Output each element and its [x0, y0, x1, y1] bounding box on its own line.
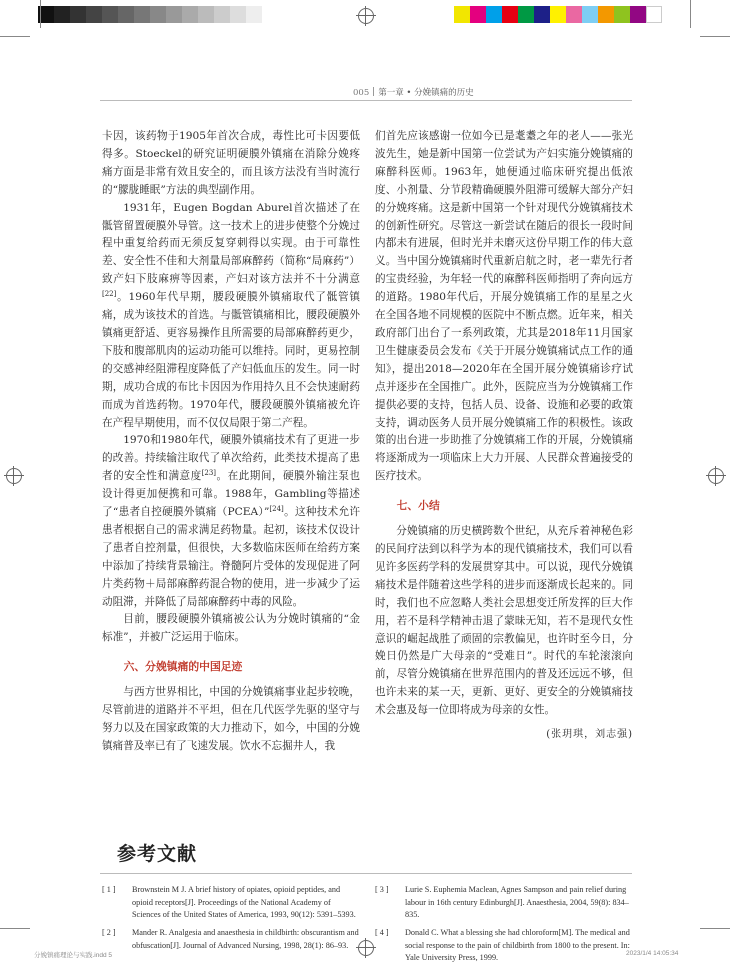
running-header	[353, 86, 474, 98]
reference-item: [ 4 ] Donald C. What a blessing she had chloroform[M]. The medical and social response to the pain of childbirth from 1800 to the present. In: Yale University Press, 1999.	[375, 928, 630, 963]
crop-mark	[700, 928, 730, 929]
body-paragraph: 与西方世界相比，中国的分娩镇痛事业起步较晚，尽管前进的道路并不平坦，但在几代医学先驱的坚守与努力以及在国家政策的大力推动下，如今，中国的分娩镇痛普及率已有了飞速发展。饮水不忘掘井人，我	[102, 686, 360, 752]
chapter-title: 第一章 • 分娩镇痛的历史	[378, 88, 474, 98]
crop-mark	[0, 928, 30, 929]
body-paragraph: 卡因，该药物于1905年首次合成，毒性比可卡因要低得多。Stoeckel的研究证明硬膜外镇痛在消除分娩疼痛方面是非常有效且安全的，而且该方法没有当时流行的“朦胧睡眠”方法的典型副作用。	[102, 130, 360, 196]
footer-timestamp: 2023/1/4 14:05:34	[626, 950, 679, 957]
body-paragraph: 目前，腰段硬膜外镇痛被公认为分娩时镇痛的“金标准”，并被广泛运用于临床。	[102, 613, 360, 644]
crop-mark	[0, 36, 30, 37]
body-paragraph: 们首先应该感谢一位如今已是耄耋之年的老人——张光波先生，她是新中国第一位尝试为产妇实施分娩镇痛的麻醉科医师。1963年，她便通过临床研究提出低浓度、小剂量、分节段精确硬膜外阻滞可缓解大部分产妇的分娩疼痛。这是新中国第一个针对现代分娩镇痛技术的创新性研究。尽管这一新尝试在随后的很长一段时间内都未有进展，但时光并未磨灭这份早期工作的伟大意义。当中国分娩镇痛时代重新启航之时，老一辈先行者的宝贵经验，为年轻一代的麻醉科医师指明了奔向远方的道路。1980年代后，开展分娩镇痛工作的星星之火在全国各地不同规模的医院中不断点燃。近年来，相关政府部门出台了一系列政策，尤其是2018年11月国家卫生健康委员会发布《关于开展分娩镇痛试点工作的通知》，提出2018—2020年在全国开展分娩镇痛诊疗试点并逐步在全国推广。此外，医院应当为分娩镇痛工作提供必要的支持，包括人员、设备、设施和必要的政策支持，调动医务人员开展分娩镇痛工作的积极性。该政策的出台进一步助推了分娩镇痛工作的开展，分娩镇痛将逐渐成为一项临床上大力开展、人民群众普遍接受的医疗技术。	[375, 130, 633, 483]
registration-mark-top	[358, 8, 374, 24]
reference-item: [ 2 ] Mander R. Analgesia and anaesthesia in childbirth: obscurantism and obfuscation[J]. Journal of Advanced Nursing, 1998, 28(1): 86–93.	[102, 928, 359, 950]
section-heading: 六、分娩镇痛的中国足迹	[123, 660, 243, 674]
crop-mark	[690, 0, 691, 28]
registration-mark-bottom	[358, 940, 374, 956]
body-paragraph: 1970和1980年代，硬膜外镇痛技术有了更进一步的改善。持续输注取代了单次给药，此类技术提高了患者的安全性和满意度[23]。在此期间，硬膜外输注泵也设计得更加便携和可靠。1988年，Gambling等描述了“患者自控硬膜外镇痛（PCEA）”[24]。这种技术允许患者根据自己的需求满足药物量。起初，该技术仅设计了患者自控剂量，但很快，大多数临床医师在给药方案中添加了持续背景输注。脊髓阿片受体的发现促进了阿片类药物＋局部麻醉药混合物的使用，进一步减少了运动阻滞，并降低了局部麻醉药中毒的风险。	[102, 434, 361, 608]
header-divider	[373, 87, 374, 96]
grey-calibration-bar	[38, 6, 262, 23]
citation: [24]	[269, 505, 284, 514]
references-rule	[100, 873, 632, 874]
page-number: 005	[353, 88, 370, 98]
crop-mark	[40, 0, 41, 28]
crop-mark	[700, 36, 730, 37]
body-paragraph: 1931年，Eugen Bogdan Aburel首次描述了在骶管留置硬膜外导管。这一技术上的进步使整个分娩过程中重复给药而无须反复穿刺得以实现。由于可靠性差、安全性不佳和大剂量局部麻醉药（简称“局麻药”）致产妇下肢麻痹等因素，产妇对该方法并不十分满意[22]。1960年代早期，腰段硬膜外镇痛取代了骶管镇痛，成为该技术的首选。与骶管镇痛相比，腰段硬膜外镇痛更舒适、更容易操作且所需要的局部麻醉药更少，下肢和腹部肌肉的运动功能可以维持。同时，更易控制的交感神经阻滞程度降低了产妇低血压的发生。同一时期，成功合成的布比卡因因为作用持久且不会快速耐药而成为首选药物。1970年代，腰段硬膜外镇痛被允许在产程早期使用，而不仅仅局限于第二产程。	[102, 201, 360, 429]
citation: [22]	[102, 290, 117, 299]
reference-item: [ 1 ] Brownstein M J. A brief history of opiates, opioid peptides, and opioid receptors[J]. Proceedings of the National Academy of Sciences of the United States of America, 1993, 90(12): 5391–5393.	[102, 885, 356, 920]
left-column	[102, 128, 360, 756]
registration-mark-right	[708, 468, 724, 484]
registration-mark-left	[6, 468, 22, 484]
author-signature: (张玥琪，刘志强)	[546, 729, 633, 741]
references-title: 参考文献	[117, 843, 198, 865]
reference-item: [ 3 ] Lurie S. Euphemia Maclean, Agnes Sampson and pain relief during labour in 16th century Edinburgh[J]. Anaesthesia, 2004, 59(8): 834–835.	[375, 885, 629, 920]
body-paragraph: 分娩镇痛的历史横跨数个世纪，从充斥着神秘色彩的民间疗法到以科学为本的现代镇痛技术，我们可以看见许多医药学科的发展贯穿其中。可以说，现代分娩镇痛技术是伴随着这些学科的进步而逐渐成长起来的。同时，我们也不应忽略人类社会思想变迁所发挥的巨大作用，若不是科学精神击退了蒙昧无知，若不是现代女性意识的崛起战胜了顽固的宗教偏见，也许时至今日，分娩日仍然是广大母亲的“受难日”。时代的车轮滚滚向前，尽管分娩镇痛在世界范围内的普及还远远不够，但也许未来的某一天，更新、更好、更安全的分娩镇痛技术会惠及每一位即将成为母亲的女性。	[375, 525, 633, 717]
color-calibration-bar	[454, 6, 662, 23]
right-column	[375, 128, 633, 744]
footer-filename: 分娩镇痛理论与实践.indd 5	[34, 952, 113, 959]
citation: [23]	[201, 469, 217, 478]
header-rule	[100, 100, 632, 101]
section-heading: 七、小结	[396, 499, 440, 513]
